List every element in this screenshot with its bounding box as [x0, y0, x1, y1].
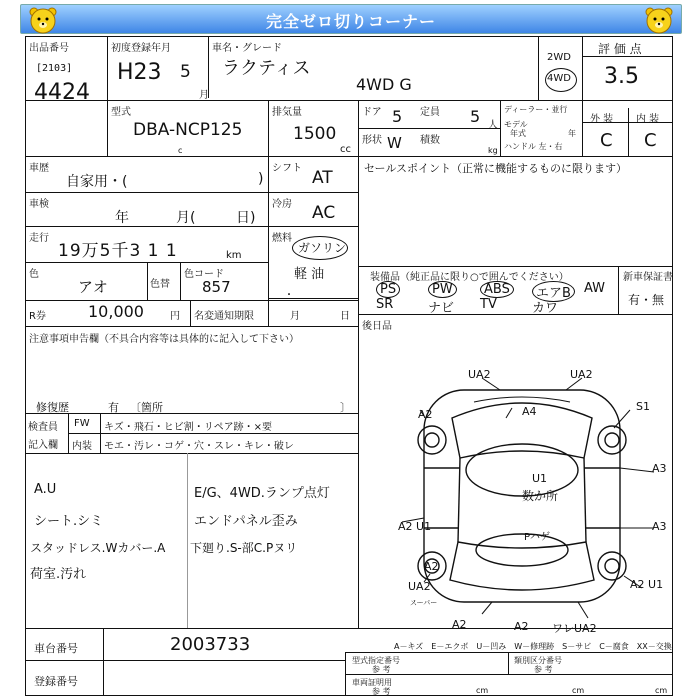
color-change-label: 色替 [150, 279, 170, 290]
deadline-month: 月 [290, 311, 300, 322]
first-registration-label: 初度登録年月 [111, 43, 171, 54]
damage-mark-18: ワレUA2 [552, 622, 597, 635]
equipment-label: 装備品（純正品に限り○で囲んでください） [370, 272, 569, 283]
equipment-item: SR [376, 297, 394, 312]
shape: W [387, 134, 402, 152]
bear-mascot-icon [643, 4, 675, 36]
inspection-label: 車検 [29, 199, 49, 210]
inspection-year: 年 [115, 210, 129, 226]
color-code-label: 色コード [184, 269, 224, 280]
width-unit: cm [572, 686, 585, 695]
color-code: 857 [202, 278, 231, 296]
fw-label: FW [74, 418, 90, 429]
car-grade: 4WD G [356, 75, 412, 94]
inspection-day: 日) [236, 210, 256, 226]
note-left-3: スタッドレス.Wカバー.A [30, 541, 166, 555]
registration-month: 5 [180, 62, 191, 82]
cc-unit: cc [340, 144, 351, 155]
note-left-2: シート.シミ [34, 514, 104, 529]
equipment-item: カワ [532, 301, 559, 316]
notes-label: 注意事項申告欄（不具合内容等は具体的に記入して下さい） [29, 334, 299, 345]
deadline-label: 名変通知期限 [194, 311, 254, 322]
type-designation-label: 型式指定番号 [352, 656, 400, 665]
damage-mark-15: A2 U1 [630, 578, 664, 591]
equipment-item: ABS [480, 281, 514, 298]
handle-label: ハンドル 左・右 [504, 142, 563, 151]
doors: 5 [392, 107, 403, 126]
entry-label: 記入欄 [28, 440, 58, 451]
rear-right-wheel [598, 552, 626, 580]
mileage-unit: km [226, 250, 242, 261]
damage-mark-13: UA2 [408, 580, 431, 593]
recycle-fee: 10,000 [88, 302, 144, 321]
damage-mark-14: スーパー [410, 599, 438, 607]
shape-label: 形状 [362, 135, 382, 146]
note-right-1: E/G、4WD.ランプ点灯 [194, 486, 330, 501]
equipment-row-1 [370, 281, 616, 301]
displacement-label: 排気量 [272, 107, 302, 118]
damage-mark-12: A2 [424, 560, 439, 573]
load-unit: kg [488, 146, 498, 155]
damage-mark-4: A4 [522, 405, 537, 418]
damage-mark-10: Pハゲ [524, 532, 551, 543]
damage-mark-5: S1 [636, 400, 650, 413]
exterior-grade: C [600, 130, 613, 151]
model-type: DBA-NCP125 [133, 120, 243, 140]
recycle-unit: 円 [170, 311, 180, 322]
deadline-day: 日 [340, 311, 350, 322]
equipment-item: TV [480, 297, 497, 312]
seats-label: 定員 [420, 107, 440, 118]
type-ref-label: 参 考 [372, 665, 391, 674]
equipment-item: ナビ [428, 301, 455, 316]
damage-mark-17: A2 [514, 620, 529, 633]
lot-number: 4424 [34, 80, 90, 105]
color-label: 色 [29, 269, 39, 280]
fuel-dot: ・ [284, 290, 294, 301]
front-left-wheel [418, 426, 446, 454]
damage-mark-9: 数か所 [522, 489, 559, 503]
registration-year: H23 [117, 60, 162, 85]
car-name-label: 車名・グレード [212, 43, 282, 54]
sales-point-label: セールスポイント（正常に機能するものに限ります） [364, 162, 628, 175]
model-type-label: 型式 [111, 107, 131, 118]
repair-place-label: 〔箇所 [130, 401, 163, 414]
header-banner [20, 4, 682, 34]
interior-items: モエ・汚レ・コゲ・穴・スレ・キレ・破レ [104, 441, 294, 452]
chassis-number: 2003733 [170, 634, 251, 655]
header-title: 完全ゼロ切りコーナー [265, 12, 436, 31]
note-right-2: エンドパネル歪み [194, 514, 298, 529]
length-unit: cm [476, 686, 489, 695]
score-label: 評 価 点 [598, 42, 642, 56]
month-unit: 月 [199, 90, 209, 101]
displacement: 1500 [293, 124, 337, 144]
dealer-label: ディーラー・並行 [504, 105, 568, 114]
equipment-item: エアB [532, 281, 575, 302]
mileage-label: 走行 [29, 233, 49, 244]
ac-value: AC [312, 203, 336, 223]
damage-mark-3: A2 [418, 408, 433, 421]
registration-number-label: 登録番号 [34, 675, 78, 688]
front-right-wheel [598, 426, 626, 454]
fuel-diesel: 軽 油 [294, 267, 325, 282]
damage-mark-7: A3 [652, 520, 667, 533]
class-number-label: 類別区分番号 [514, 656, 562, 665]
size-label: 車両証明用 [352, 678, 392, 687]
interior-grade-label: 内 装 [636, 114, 660, 125]
seats-unit: 人 [488, 120, 498, 131]
repair-history-value: 有 [108, 401, 119, 414]
equipment-item: PW [428, 281, 457, 298]
interior-label: 内装 [72, 441, 92, 452]
damage-mark-8: U1 [532, 472, 548, 485]
exterior-label: 外 装 [590, 114, 614, 125]
fuel-gasoline: ガソリン [298, 241, 347, 255]
lot-number-label: 出品番号 [29, 43, 69, 54]
model-type-c: c [178, 146, 183, 155]
warranty-label: 新車保証書 [623, 272, 673, 283]
repair-history-label: 修復歴 [36, 401, 69, 414]
equipment-row-2 [370, 297, 616, 316]
model-year-label: 年式 [510, 129, 526, 138]
damage-mark-1: UA2 [468, 368, 491, 381]
later-items-label: 後日品 [362, 321, 392, 332]
note-left-4: 荷室.汚れ [30, 567, 87, 582]
inspector-label: 検査員 [28, 422, 58, 433]
repair-place-close: 〕 [340, 401, 351, 414]
chassis-label: 車台番号 [34, 642, 78, 655]
seats: 5 [470, 107, 481, 126]
drive-4wd-value: 4WD [547, 73, 571, 84]
car-name: ラクティス [222, 58, 311, 79]
fw-items: キズ・飛石・ヒビ割・リペア跡・×要 [104, 422, 272, 433]
height-unit: cm [655, 686, 668, 695]
lot-code: [2103] [36, 63, 73, 74]
doors-label: ドア [362, 107, 382, 118]
class-ref-label: 参 考 [534, 665, 553, 674]
interior-grade: C [644, 130, 657, 151]
model-label: モデル [504, 120, 528, 129]
fuel-label: 燃料 [272, 233, 292, 244]
size-ref-label: 参 考 [372, 687, 391, 696]
mileage-value: 19万5千3 1 1 [58, 241, 178, 261]
note-right-3: 下廻り.S-部C.Pヌリ [190, 541, 298, 555]
history-label: 車歴 [29, 163, 49, 174]
ac-label: 冷房 [272, 199, 292, 210]
damage-mark-2: UA2 [570, 368, 593, 381]
drive-2wd-label: 2WD [547, 52, 571, 63]
damage-mark-11: A2 U1 [398, 520, 432, 533]
equipment-item: AW [584, 281, 606, 296]
inspection-month: 月( [176, 210, 196, 226]
bear-mascot-icon [27, 4, 59, 36]
score-value: 3.5 [604, 64, 639, 89]
shift-value: AT [312, 168, 333, 188]
damage-mark-16: A2 [452, 618, 467, 631]
warranty-value: 有・無 [628, 293, 665, 307]
equipment-item: PS [376, 281, 400, 298]
damage-legend: A－キズ E－エクボ U－凹み W－修理跡 S－サビ C－腐食 XX－交換 [394, 642, 672, 651]
note-left-1: A.U [34, 482, 57, 497]
history-value: 自家用・( [66, 174, 128, 190]
shift-label: シフト [272, 163, 302, 174]
load-label: 積数 [420, 135, 440, 146]
history-close: ) [258, 171, 264, 187]
model-year-unit: 年 [568, 129, 576, 138]
color-value: アオ [78, 278, 108, 296]
damage-mark-6: A3 [652, 462, 667, 475]
recycle-label: R券 [29, 311, 46, 322]
